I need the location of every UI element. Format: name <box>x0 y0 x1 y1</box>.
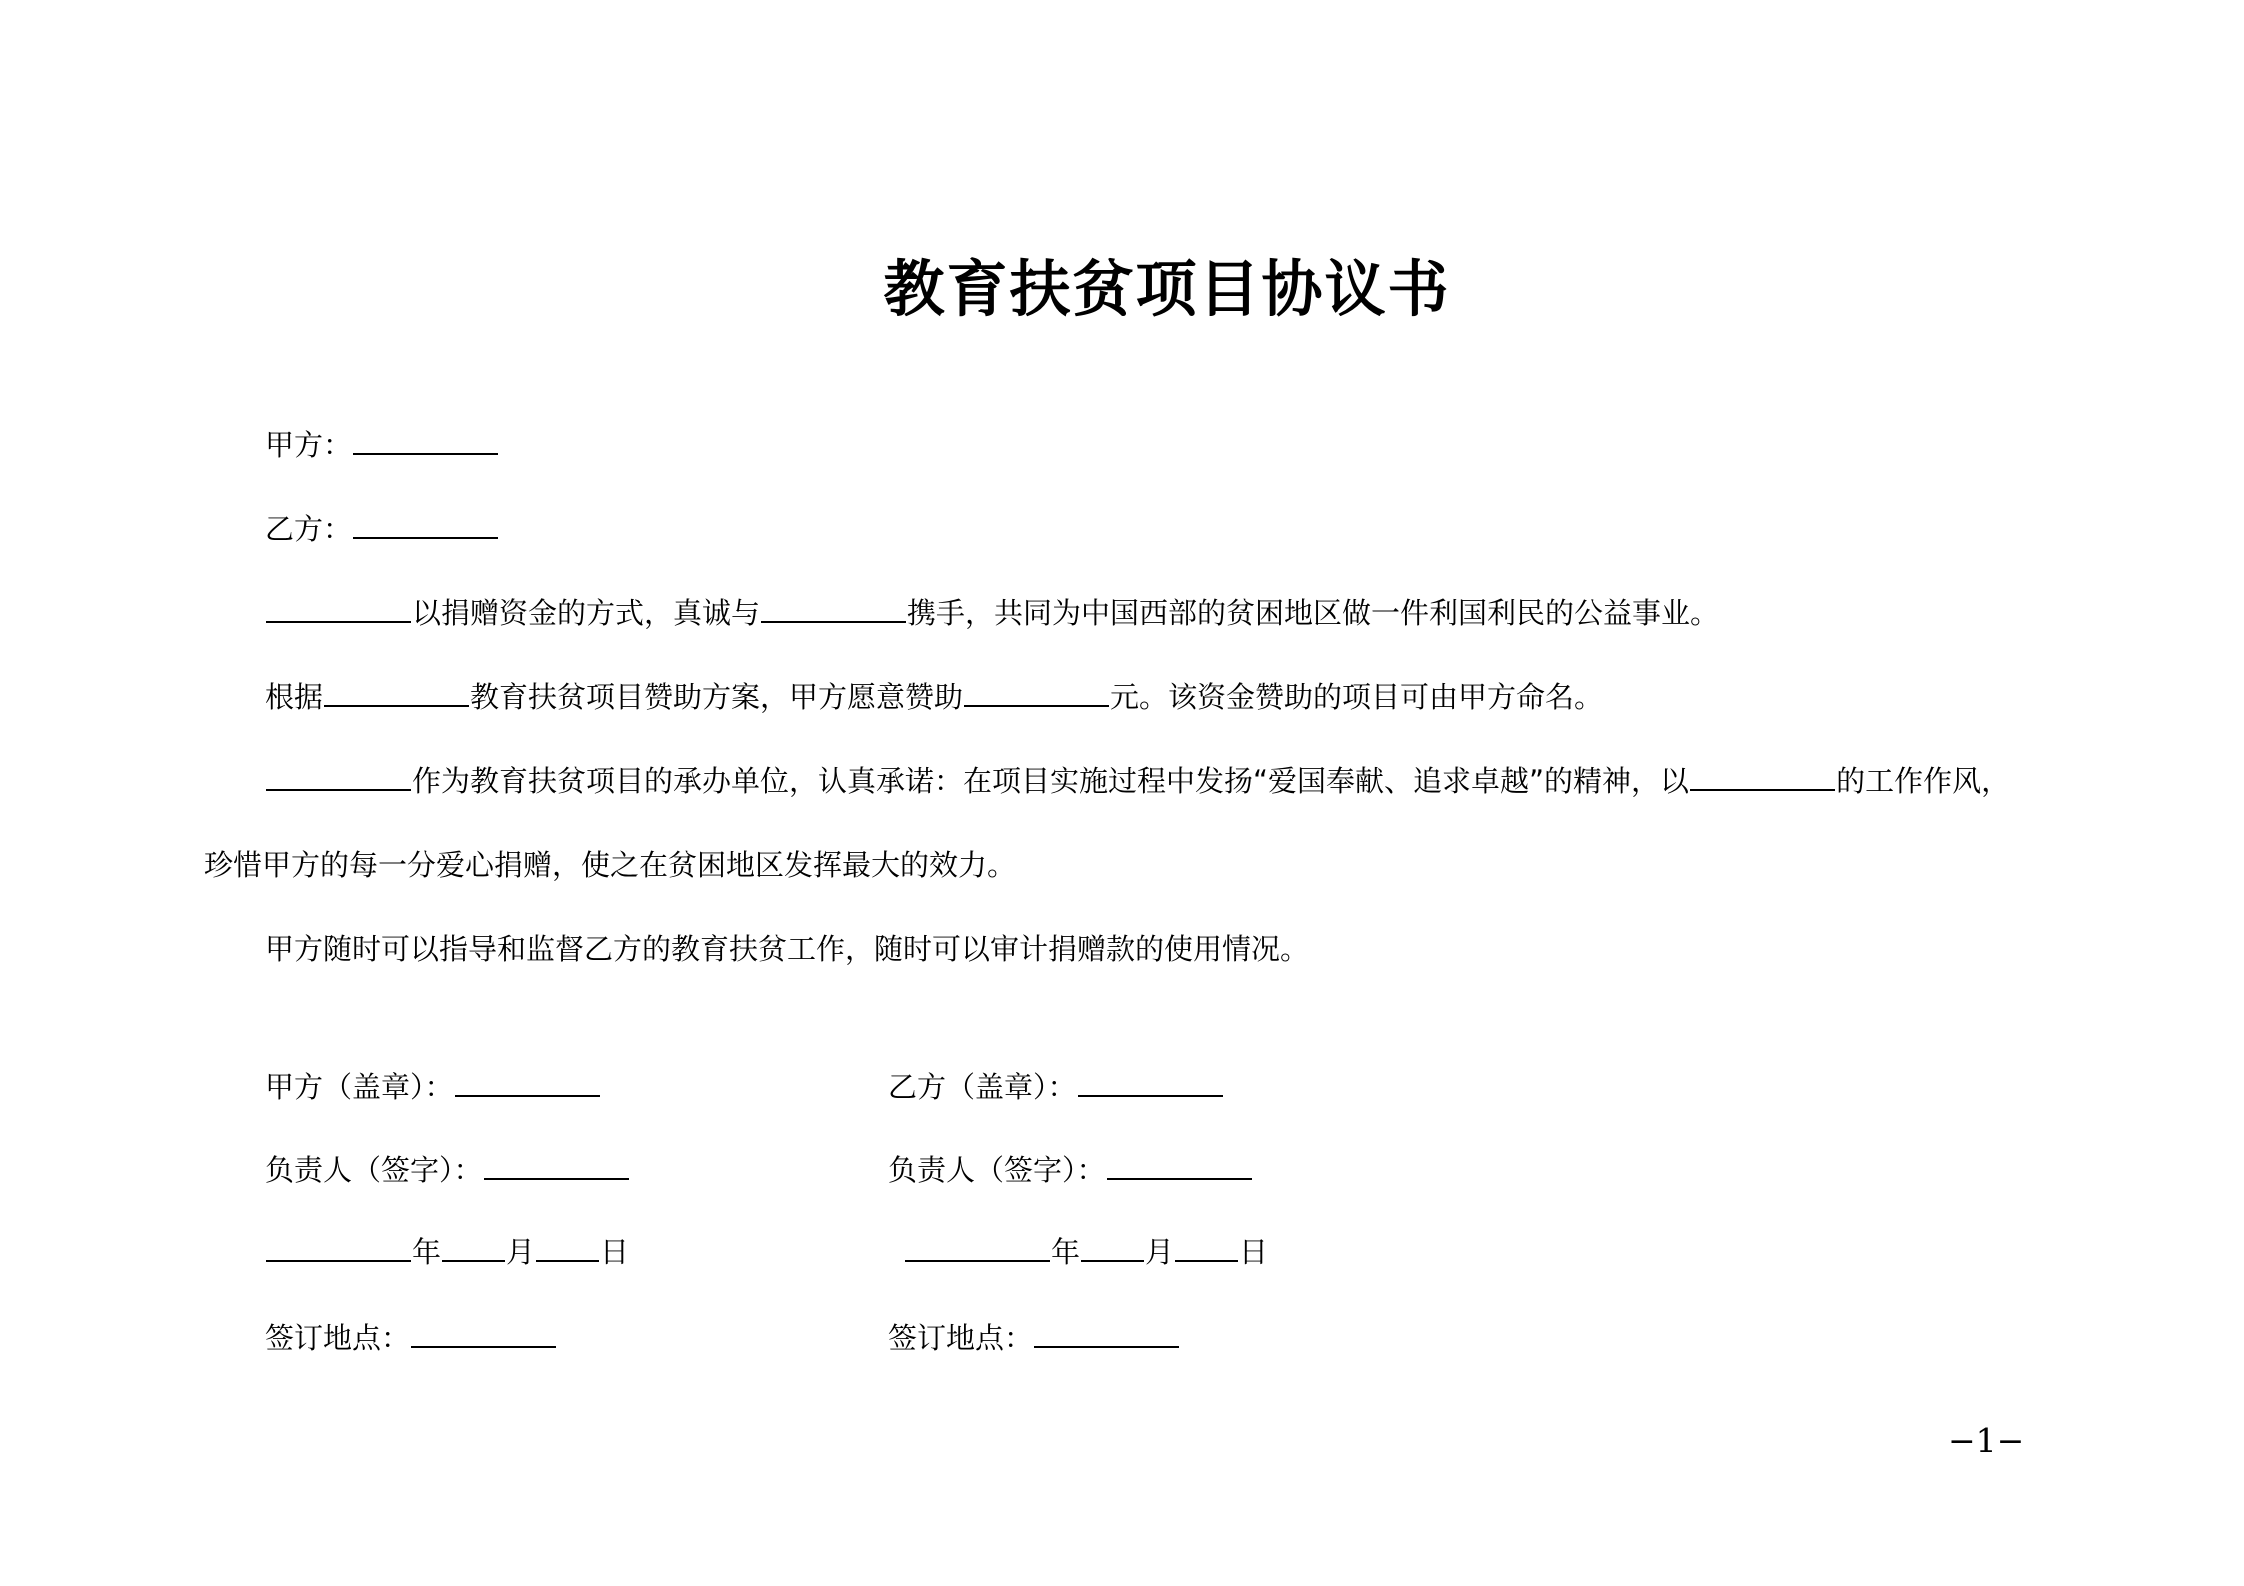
paragraph-1 <box>265 593 1719 633</box>
party-b-seal-label: 乙方（盖章）： <box>888 1070 1077 1104</box>
party-a-place-label: 签订地点： <box>265 1321 411 1355</box>
party-b-rep-blank[interactable] <box>1107 1152 1252 1180</box>
paragraph-3-line-1 <box>265 761 2010 801</box>
party-a-rep-line <box>265 1150 630 1190</box>
para3-text-c: 珍惜甲方的每一分爱心捐赠，使之在贫困地区发挥最大的效力。 <box>204 848 1017 882</box>
party-b-seal-line <box>888 1067 1224 1107</box>
month-label: 月 <box>1145 1235 1175 1269</box>
day-label: 日 <box>1239 1235 1269 1269</box>
party-b-month-blank[interactable] <box>1081 1234 1144 1262</box>
work-style-blank[interactable] <box>1690 763 1835 791</box>
party-a-place-blank[interactable] <box>411 1320 556 1348</box>
party-a-month-blank[interactable] <box>442 1234 505 1262</box>
year-label: 年 <box>1051 1235 1081 1269</box>
party-b-day-blank[interactable] <box>1175 1234 1238 1262</box>
para1-text-a: 以捐赠资金的方式，真诚与 <box>412 596 761 630</box>
year-label: 年 <box>412 1235 442 1269</box>
page-number: −1− <box>1948 1421 2025 1460</box>
party-a-rep-label: 负责人（签字）： <box>265 1153 483 1187</box>
month-label: 月 <box>506 1235 536 1269</box>
party-a-rep-blank[interactable] <box>484 1152 629 1180</box>
paragraph-2 <box>265 677 1603 717</box>
party-a-date-line <box>265 1232 629 1272</box>
party-a-day-blank[interactable] <box>536 1234 599 1262</box>
party-b-label: 乙方： <box>265 512 353 546</box>
party-a-place-line <box>265 1318 557 1358</box>
party-a-year-blank[interactable] <box>266 1234 411 1262</box>
para2-text-a: 根据 <box>265 680 324 714</box>
document-title: 教育扶贫项目协议书 <box>883 254 1451 325</box>
party-b-line <box>265 509 499 549</box>
party-b-rep-label: 负责人（签字）： <box>888 1153 1106 1187</box>
partner-blank[interactable] <box>761 595 906 623</box>
party-b-rep-line <box>888 1150 1253 1190</box>
day-label: 日 <box>600 1235 630 1269</box>
party-b-place-blank[interactable] <box>1034 1320 1179 1348</box>
para2-text-b: 教育扶贫项目赞助方案，甲方愿意赞助 <box>470 680 964 714</box>
amount-blank[interactable] <box>964 679 1109 707</box>
para1-text-b: 携手，共同为中国西部的贫困地区做一件利国利民的公益事业。 <box>907 596 1720 630</box>
organizer-blank[interactable] <box>266 763 411 791</box>
party-b-seal-blank[interactable] <box>1078 1069 1223 1097</box>
party-b-date-line <box>904 1232 1268 1272</box>
plan-name-blank[interactable] <box>324 679 469 707</box>
party-a-label: 甲方： <box>265 428 353 462</box>
party-b-year-blank[interactable] <box>905 1234 1050 1262</box>
party-b-blank[interactable] <box>353 511 498 539</box>
paragraph-4 <box>265 929 1309 969</box>
party-a-seal-blank[interactable] <box>455 1069 600 1097</box>
paragraph-3-line-2 <box>204 845 1016 885</box>
para4-text: 甲方随时可以指导和监督乙方的教育扶贫工作，随时可以审计捐赠款的使用情况。 <box>265 932 1310 966</box>
para2-text-c: 元。该资金赞助的项目可由甲方命名。 <box>1110 680 1604 714</box>
party-b-place-label: 签订地点： <box>888 1321 1034 1355</box>
party-a-blank[interactable] <box>353 427 498 455</box>
para3-text-b: 的工作作风， <box>1836 764 2011 798</box>
party-a-line <box>265 425 499 465</box>
para3-text-a: 作为教育扶贫项目的承办单位，认真承诺：在项目实施过程中发扬“爱国奉献、追求卓越”的精神，以 <box>412 764 1690 798</box>
party-a-seal-label: 甲方（盖章）： <box>265 1070 454 1104</box>
party-a-seal-line <box>265 1067 601 1107</box>
party-b-place-line <box>888 1318 1180 1358</box>
donor-blank[interactable] <box>266 595 411 623</box>
